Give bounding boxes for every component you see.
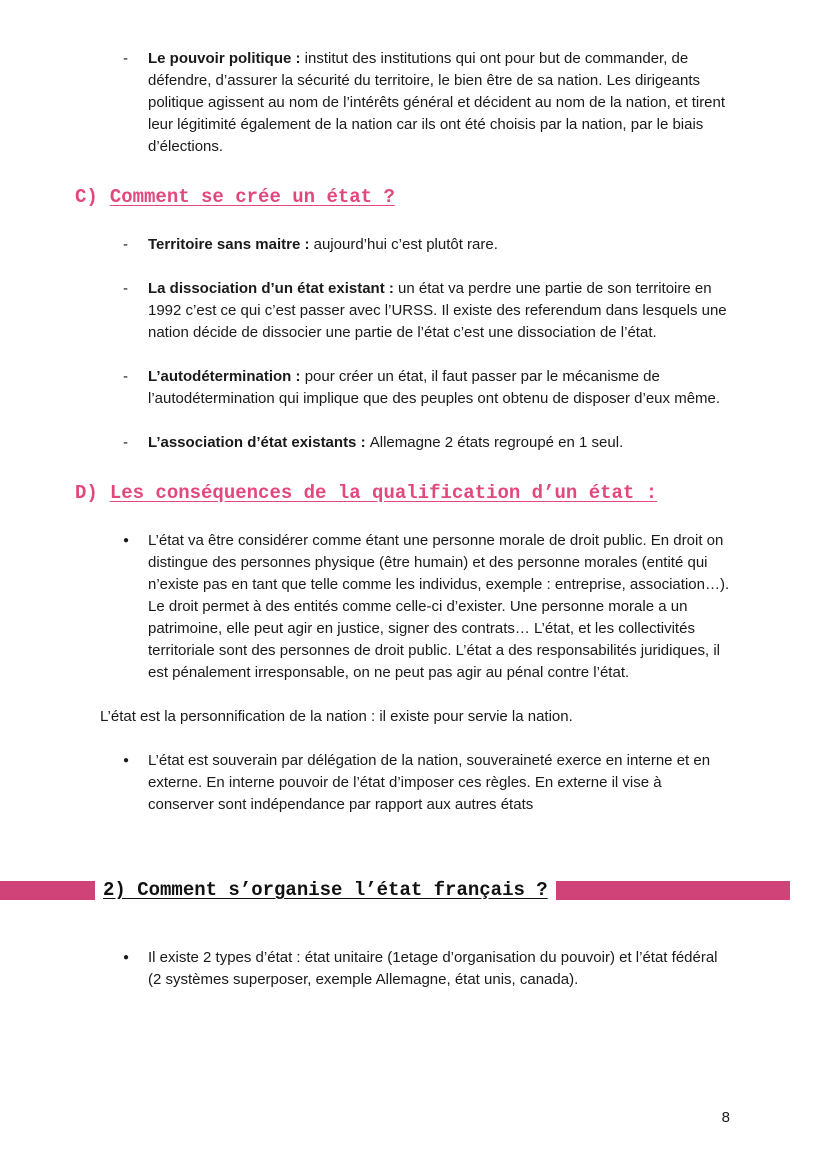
bullet-text: Il existe 2 types d’état : état unitaire (1etage d’organisation du pouvoir) et l’état fédéral (2 systèmes superposer, exemple Allemagne, état unis, canada).	[148, 949, 718, 988]
item-lead: L’autodétermination :	[148, 368, 305, 385]
item-text	[148, 48, 730, 158]
item-lead: Le pouvoir politique :	[148, 50, 305, 67]
dash-marker: -	[123, 434, 128, 451]
section-2-list	[75, 947, 730, 1013]
section-2-heading: 2) Comment s’organise l’état français ?	[95, 878, 556, 903]
section-c-heading	[75, 184, 730, 210]
item-text	[148, 234, 730, 256]
item-body: institut des institutions qui ont pour but de commander, de défendre, d’assurer la sécurité du territoire, le bien être de sa nation. Les dirigeants politique agissent au nom de l’intérêts général et décident au nom de la nation, et tirent leur légitimité également de la nation car ils ont été choisis par la nation, par le biais d’élections.	[148, 50, 726, 155]
heading-prefix: D)	[75, 482, 98, 504]
dash-marker: -	[123, 50, 128, 67]
list-item	[123, 366, 730, 410]
section-d-heading	[75, 480, 730, 506]
dash-marker: -	[123, 368, 128, 385]
item-body: pour créer un état, il faut passer par le mécanisme de l’autodétermination qui implique que des peuples ont obtenu de disposer d’eux même.	[148, 368, 721, 407]
page-number: 8	[721, 1109, 730, 1126]
item-lead: Territoire sans maitre :	[148, 236, 314, 253]
list-item	[123, 432, 730, 454]
section-2-band	[0, 878, 790, 903]
dash-marker: -	[123, 236, 128, 253]
item-text	[148, 366, 730, 410]
intro-list	[75, 48, 730, 180]
bullet-text: L’état est souverain par délégation de la nation, souveraineté exerce en interne et en externe. En interne pouvoir de l’état d’imposer ces règles. En externe il vise à conserver sont indépendance par rapport aux autres états	[148, 752, 711, 813]
section-d-list	[75, 530, 730, 706]
body-paragraph: L’état est la personnification de la nation : il existe pour servie la nation.	[100, 708, 573, 725]
dash-marker: -	[123, 280, 128, 297]
item-body: un état va perdre une partie de son territoire en 1992 c’est ce qui c’est passer avec l’URSS. Il existe des referendum dans lesquels une nation décide de dissocier une partie de l’état c’est une dissociation de l’état.	[148, 280, 727, 341]
item-lead: L’association d’état existants :	[148, 434, 370, 451]
item-lead: La dissociation d’un état existant :	[148, 280, 399, 297]
bullet-marker: ●	[123, 755, 130, 766]
list-item	[123, 750, 730, 816]
bullet-marker: ●	[123, 952, 130, 963]
list-item	[123, 48, 730, 158]
list-item	[123, 530, 730, 684]
heading-title: Les conséquences de la qualification d’un état :	[109, 482, 658, 504]
heading-prefix: C)	[75, 186, 98, 208]
section-c-list	[75, 234, 730, 476]
list-item	[123, 278, 730, 344]
item-text	[148, 278, 730, 344]
section-d-list-2	[75, 750, 730, 838]
item-body: aujourd’hui c’est plutôt rare.	[313, 236, 498, 253]
item-text	[148, 432, 730, 454]
list-item	[123, 234, 730, 256]
band-bar-right	[556, 881, 790, 900]
band-bar-left	[0, 881, 95, 900]
bullet-marker: ●	[123, 535, 130, 546]
item-body: Allemagne 2 états regroupé en 1 seul.	[369, 434, 624, 451]
list-item	[123, 947, 730, 991]
bullet-text: L’état va être considérer comme étant une personne morale de droit public. En droit on distingue des personnes physique (être humain) et des personne morales (entité qui n’existe pas en tant que telle comme les individus, exemple : entreprise, association…). Le droit permet à des entités comme celle-ci d’exister. Une personne morale a un patrimoine, elle peut agir en justice, signer des contrats… L’état, et les collectivités territoriale sont des personnes de droit public. L’état a des responsabilités juridiques, il est pénalement irresponsable, on ne peut pas agir au pénal contre l’état.	[148, 532, 730, 681]
heading-title: Comment se crée un état ?	[109, 186, 395, 208]
